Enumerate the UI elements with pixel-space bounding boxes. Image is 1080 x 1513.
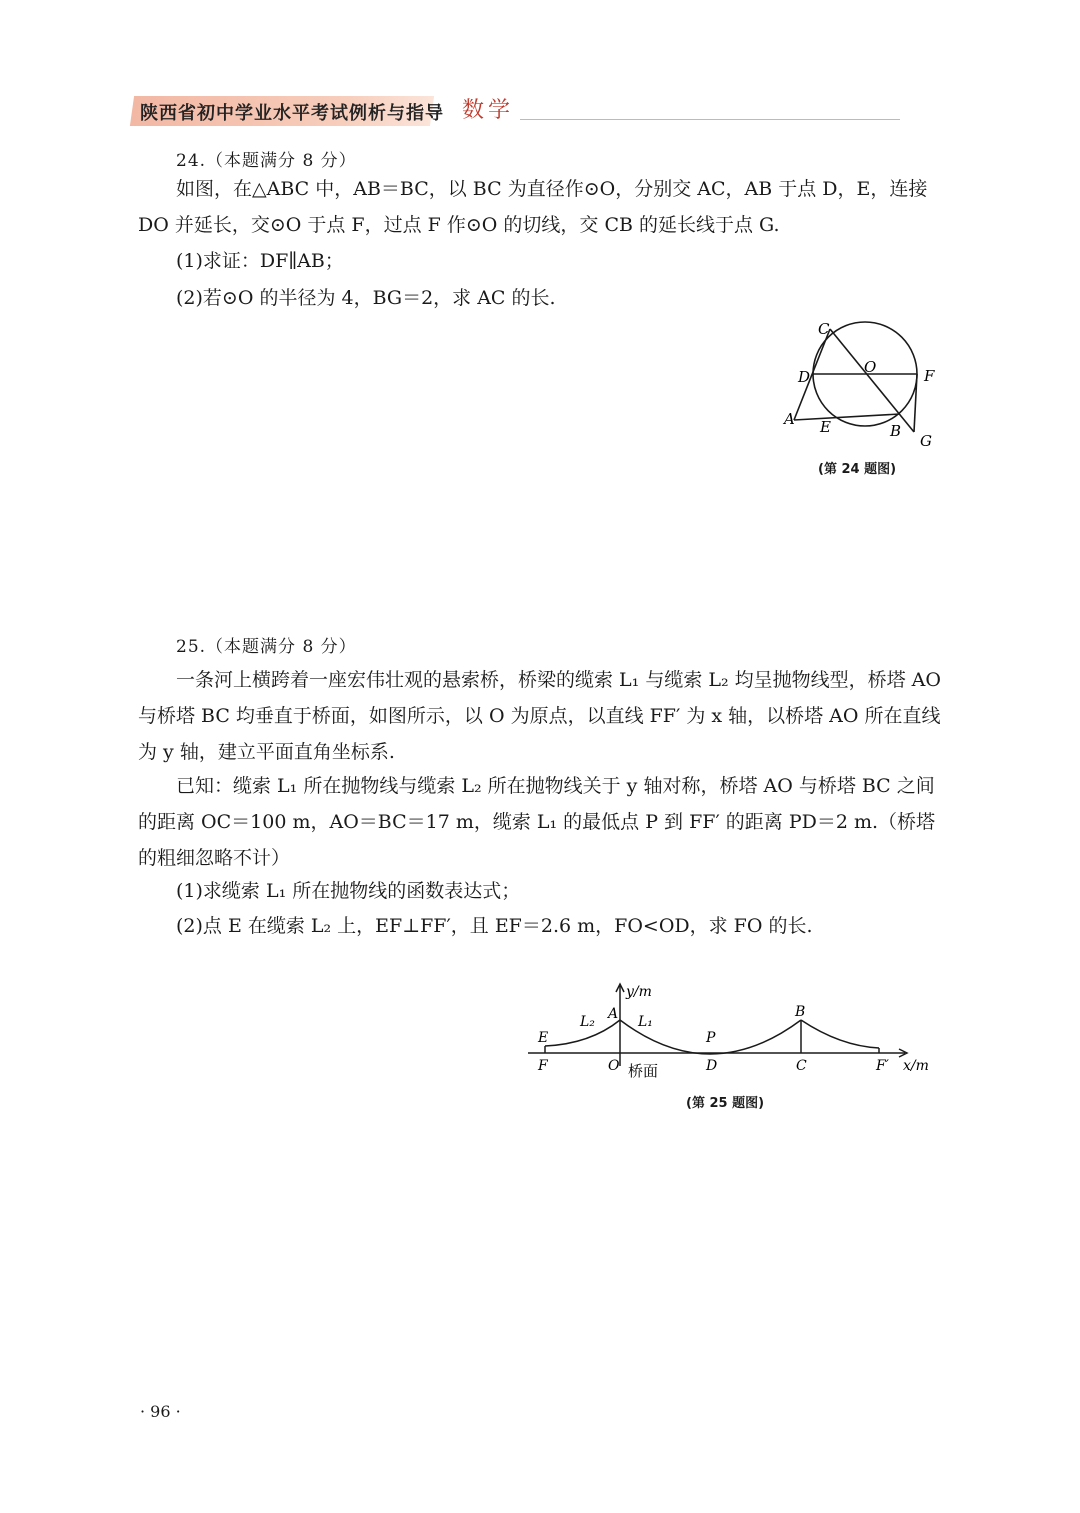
- label-F-prime: F′: [876, 1058, 889, 1074]
- label-A: A: [784, 410, 795, 428]
- label-B: B: [890, 422, 902, 440]
- label-D: D: [798, 368, 811, 386]
- q25-known: 已知：缆索 L₁ 所在抛物线与缆索 L₂ 所在抛物线关于 y 轴对称，桥塔 AO 与桥塔 BC 之间的距离 OC＝100 m，AO＝BC＝17 m，缆索 L₁ 的最低点 P 到 FF′ 的距离 PD＝2 m.（桥塔的粗细忽略不计）: [138, 775, 936, 869]
- label-F: F: [538, 1058, 548, 1074]
- q25-heading: 25.（本题满分 8 分）: [176, 637, 357, 657]
- label-O: O: [864, 358, 877, 376]
- q24-part2: (2)若⊙O 的半径为 4，BG＝2，求 AC 的长.: [176, 287, 556, 309]
- label-B: B: [795, 1004, 806, 1020]
- label-y-axis: y/m: [626, 984, 652, 1000]
- label-A: A: [608, 1006, 619, 1022]
- label-E: E: [538, 1030, 549, 1046]
- label-O: O: [608, 1058, 620, 1074]
- q24-figure: [780, 312, 950, 452]
- q24-heading: 24.（本题满分 8 分）: [176, 151, 357, 171]
- label-D: D: [706, 1058, 718, 1074]
- label-E: E: [820, 418, 831, 436]
- label-deck: 桥面: [628, 1062, 659, 1080]
- q24-stem: 如图，在△ABC 中，AB＝BC，以 BC 为直径作⊙O，分别交 AC，AB 于点 D，E，连接 DO 并延长，交⊙O 于点 F，过点 F 作⊙O 的切线，交 CB 的延长线于点 G.: [138, 178, 928, 236]
- header-divider: [520, 119, 900, 120]
- label-C: C: [818, 320, 830, 338]
- label-F: F: [924, 367, 935, 385]
- label-C: C: [796, 1058, 807, 1074]
- label-P: P: [706, 1030, 716, 1046]
- page-number: · 96 ·: [140, 1402, 181, 1421]
- label-L1: L₁: [638, 1014, 653, 1030]
- label-x-axis: x/m: [903, 1058, 929, 1074]
- cable-right: [801, 1020, 879, 1048]
- q25-caption: (第 25 题图): [686, 1096, 765, 1111]
- label-G: G: [920, 432, 932, 450]
- segment-ab: [794, 414, 900, 420]
- book-title: 陕西省初中学业水平考试例析与指导: [140, 103, 444, 124]
- subject-label: 数学: [462, 98, 515, 123]
- q25-figure: [520, 978, 950, 1088]
- q24-caption: (第 24 题图): [818, 462, 897, 477]
- q25-stem: 一条河上横跨着一座宏伟壮观的悬索桥，桥梁的缆索 L₁ 与缆索 L₂ 均呈抛物线型，桥塔 AO 与桥塔 BC 均垂直于桥面，如图所示，以 O 为原点，以直线 FF′ 为 x 轴，以桥塔 AO 所在直线为 y 轴，建立平面直角坐标系.: [138, 669, 941, 763]
- q24-part1: (1)求证：DF∥AB；: [176, 250, 344, 272]
- q25-part2: (2)点 E 在缆索 L₂ 上，EF⊥FF′，且 EF＝2.6 m，FO<OD，求 FO 的长.: [176, 915, 813, 937]
- q25-part1: (1)求缆索 L₁ 所在抛物线的函数表达式；: [176, 880, 521, 902]
- label-L2: L₂: [580, 1014, 595, 1030]
